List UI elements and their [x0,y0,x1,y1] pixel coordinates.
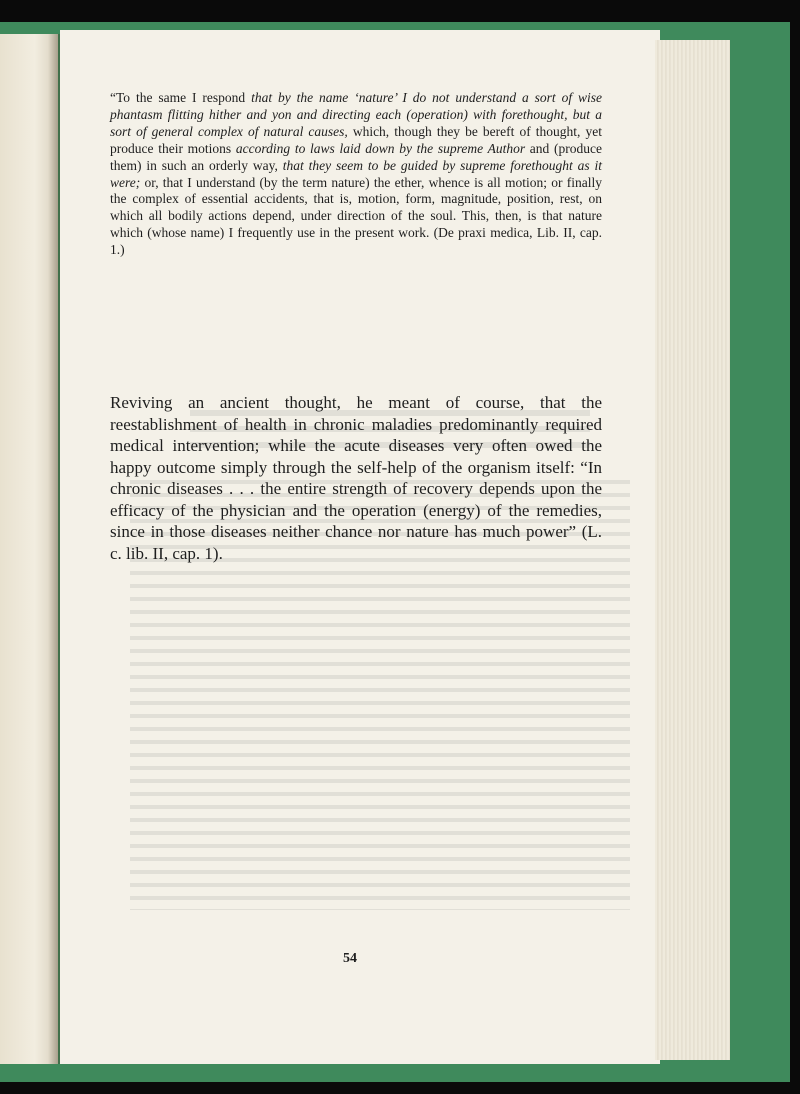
quote-text: “To the same I respond [110,90,252,105]
block-quote [110,90,602,259]
quote-text: and (produce them) in such an orderly way, [110,140,602,173]
quote-italic: according to laws laid down by the supreme Author [235,140,526,156]
quote-italic: that they seem to be guided by supreme forethought as it were; [110,157,603,190]
quote-italic: that by the name ‘nature’ I do not understand a sort of wise phantasm flitting hither and yon and directing each (operation) with forethought, but a sort of general complex of natural causes, [110,90,602,139]
body-paragraph: Reviving an ancient thought, he meant of course, that the reestablishment of health in chronic maladies predominantly required medical intervention; while the acute diseases very often owed the happy outcome simply through the self-help of the organism itself: “In chronic diseases . . . the entire strength of recovery depends upon the efficacy of the physician and the operation (energy) of the remedies, since in those diseases neither chance nor nature has much power” (L. c. lib. II, cap. 1). [110,393,602,563]
quote-text: which, though they be bereft of thought, yet produce their motions [110,123,602,156]
quote-text: or, that I understand (by the term nature) the ether, whence is all motion; or finally the complex of essential accidents, that is, motion, form, magnitude, position, rest, on which all bodily actions depend, under direction of the soul. This, then, is that nature which (whose name) I frequently use in the present work. (De praxi medica, Lib. II, cap. 1.) [110,174,602,258]
page-number: 54 [343,951,357,966]
page-edges [655,40,730,1060]
